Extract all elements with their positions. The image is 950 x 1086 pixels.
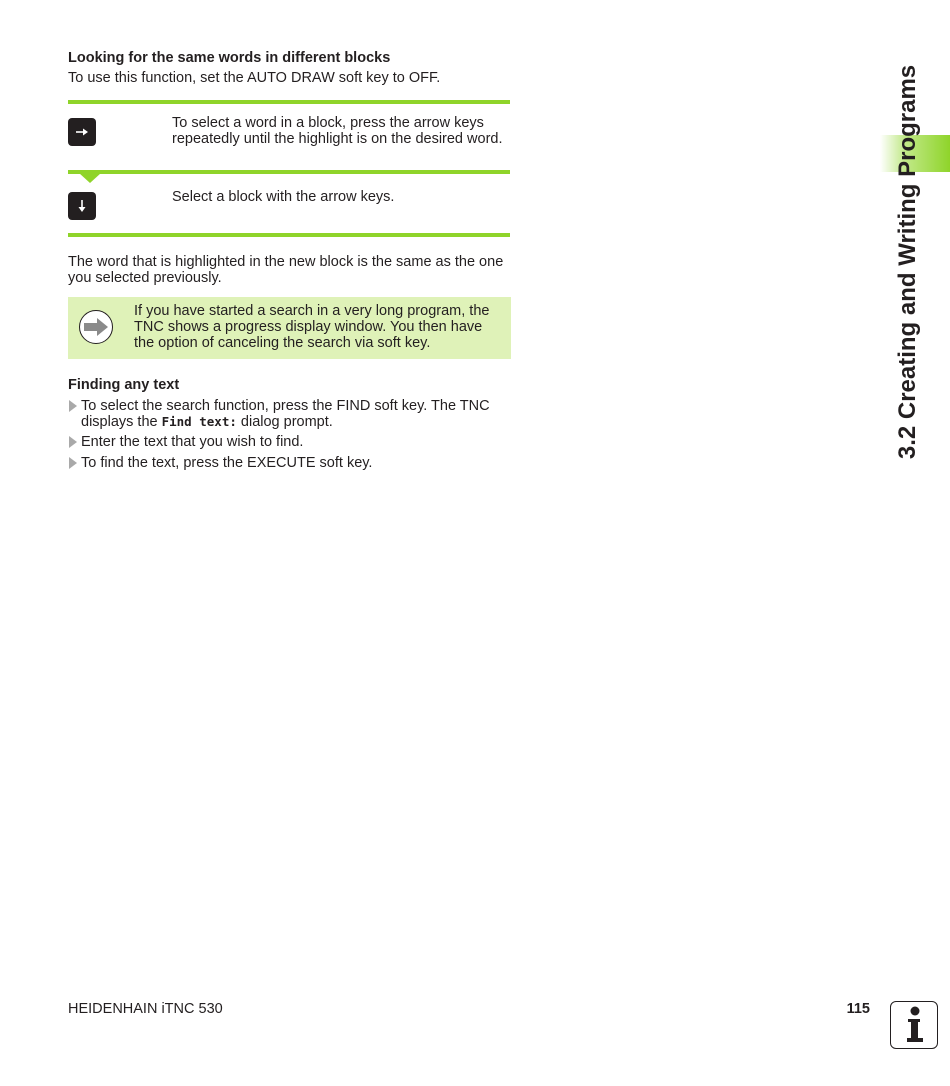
arrow-down-key-icon <box>68 192 96 220</box>
bullet-triangle-icon <box>68 457 78 469</box>
bullet-triangle-icon <box>68 400 78 412</box>
page-number: 115 <box>846 1001 870 1017</box>
arrow-right-key-icon <box>68 118 96 146</box>
green-divider <box>68 100 510 104</box>
dialog-prompt-code: Find text: <box>161 414 237 429</box>
arrow-note-icon <box>79 310 113 344</box>
chapter-title: 3.2 Creating and Writing Programs <box>894 64 921 460</box>
green-divider <box>68 170 510 174</box>
info-icon <box>890 1001 938 1049</box>
section-heading: Finding any text <box>68 377 180 393</box>
section-heading: Looking for the same words in different blocks <box>68 50 391 66</box>
list-item: To find the text, press the EXECUTE soft key. <box>81 455 373 471</box>
step-text: To select a word in a block, press the arrow keys repeatedly until the highlight is on the desired word. <box>172 115 503 147</box>
list-item <box>81 398 511 430</box>
intro-paragraph: To use this function, set the AUTO DRAW soft key to OFF. <box>68 70 441 86</box>
list-item: Enter the text that you wish to find. <box>81 434 304 450</box>
list-item-text: dialog prompt. <box>236 414 333 430</box>
result-paragraph: The word that is highlighted in the new block is the same as the one you selected previously. <box>68 254 504 286</box>
note-text: If you have started a search in a very long program, the TNC shows a progress display window. You then have the option of canceling the search via soft key. <box>134 303 490 351</box>
step-connector-arrow <box>79 173 101 183</box>
footer-product: HEIDENHAIN iTNC 530 <box>68 1001 223 1017</box>
bullet-triangle-icon <box>68 436 78 448</box>
step-text: Select a block with the arrow keys. <box>172 189 395 205</box>
list-item-text: To select the search function, press the FIND soft key. The TNC displays the <box>81 398 490 430</box>
green-divider <box>68 233 510 237</box>
